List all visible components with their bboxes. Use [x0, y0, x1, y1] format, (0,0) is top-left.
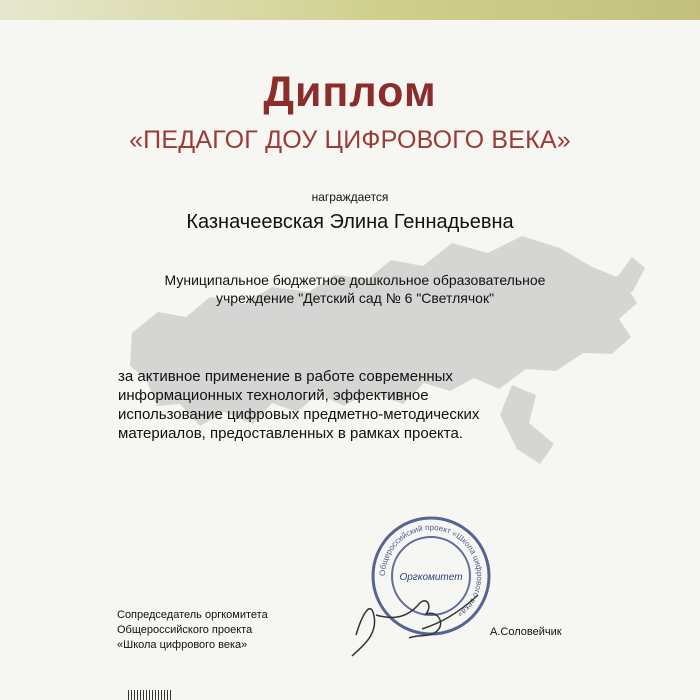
reason-line: информационных технологий, эффективное — [118, 387, 429, 404]
signatory-name: А.Соловейчик — [490, 626, 562, 638]
signatory-line: Общероссийского проекта — [117, 624, 253, 636]
top-decorative-band — [0, 0, 700, 20]
organization-block — [105, 271, 605, 307]
russia-map-watermark — [92, 205, 652, 505]
awarded-label: награждается — [311, 190, 389, 204]
diploma-title: Диплом — [263, 68, 437, 116]
reason-line: за активное применение в работе современных — [118, 368, 453, 385]
stamp-ring-text: Общероссийский проект «Школа цифрового века» — [377, 522, 485, 620]
handwritten-signature — [338, 580, 488, 660]
award-reason — [118, 367, 538, 443]
reason-line: материалов, предоставленных в рамках проекта. — [118, 425, 463, 442]
signatory-line: Сопредседатель оргкомитета — [117, 609, 268, 621]
signatory-line: «Школа цифрового века» — [117, 639, 248, 651]
recipient-name: Казначеевская Элина Геннадьевна — [186, 211, 514, 233]
diploma-subtitle: «ПЕДАГОГ ДОУ ЦИФРОВОГО ВЕКА» — [129, 126, 571, 154]
barcode-fragment — [128, 690, 172, 700]
organization-line: Муниципальное бюджетное дошкольное образовательное — [164, 272, 546, 288]
reason-line: использование цифровых предметно-методических — [118, 406, 480, 423]
signatory-title — [117, 608, 268, 653]
stamp-center-text: Оргкомитет — [399, 572, 463, 583]
organization-line: учреждение "Детский сад № 6 "Светлячок" — [215, 290, 495, 306]
